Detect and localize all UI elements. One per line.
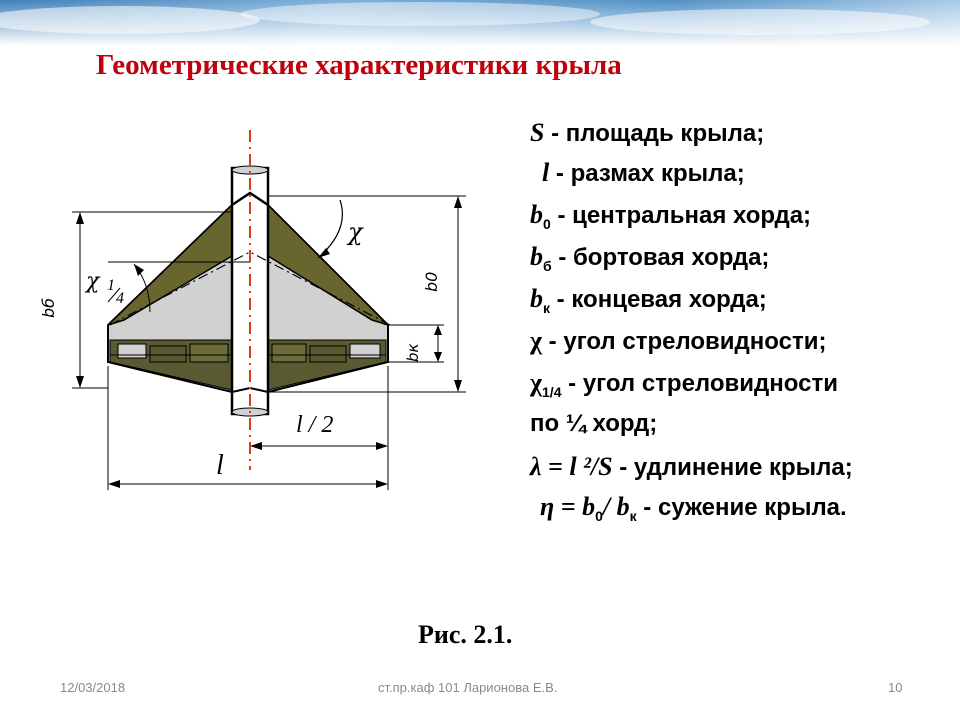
def-quarter-sweep-cont: по ¼ хорд;	[530, 410, 658, 437]
def-tip-chord: $b_к$ - концевая хорда;	[530, 284, 767, 316]
def-root-chord: $b_б$ - бортовая хорда;	[530, 242, 770, 274]
flap-right-inner-2	[310, 346, 346, 362]
def-sweep-angle: χ - угол стреловидности;	[530, 326, 827, 355]
flap-right-inner-1	[350, 344, 380, 358]
label-chi: χ	[348, 218, 363, 246]
figure-caption: Рис. 2.1.	[418, 620, 513, 649]
label-b-bort: bб	[39, 297, 58, 318]
flap-right-inner-3	[272, 344, 306, 362]
def-quarter-sweep-angle: $\chi_{1/4}$ - угол стреловидности	[530, 368, 838, 400]
label-quarter-den: 4	[116, 290, 124, 307]
wing-diagram	[30, 110, 470, 510]
slide-title: Геометрические характеристики крыла	[96, 49, 622, 81]
def-span: l - размах крыла;	[542, 158, 745, 187]
flap-left-inner-2	[150, 346, 186, 362]
def-taper-ratio: $\eta = b_0/$ $b_к$ - сужение крыла.	[540, 492, 847, 524]
header-sky-band	[0, 0, 960, 46]
label-chi-quarter: χ	[86, 269, 100, 294]
footer-page-number: 10	[888, 680, 903, 695]
def-area: S - площадь крыла;	[530, 118, 765, 147]
label-half-span: l / 2	[296, 412, 334, 438]
label-span: l	[216, 450, 224, 481]
def-central-chord: $b_0$ - центральная хорда;	[530, 200, 812, 232]
footer-author: ст.пр.каф 101 Ларионова Е.В.	[378, 680, 558, 695]
flap-left-inner-1	[118, 344, 146, 358]
def-aspect-ratio: λ = l ²/S - удлинение крыла;	[530, 452, 853, 481]
label-b-tip: bк	[404, 343, 422, 362]
footer-date: 12/03/2018	[60, 680, 126, 695]
label-b-center: b0	[422, 271, 441, 292]
flap-left-inner-3	[190, 344, 228, 362]
label-quarter-num: 1	[107, 277, 115, 294]
